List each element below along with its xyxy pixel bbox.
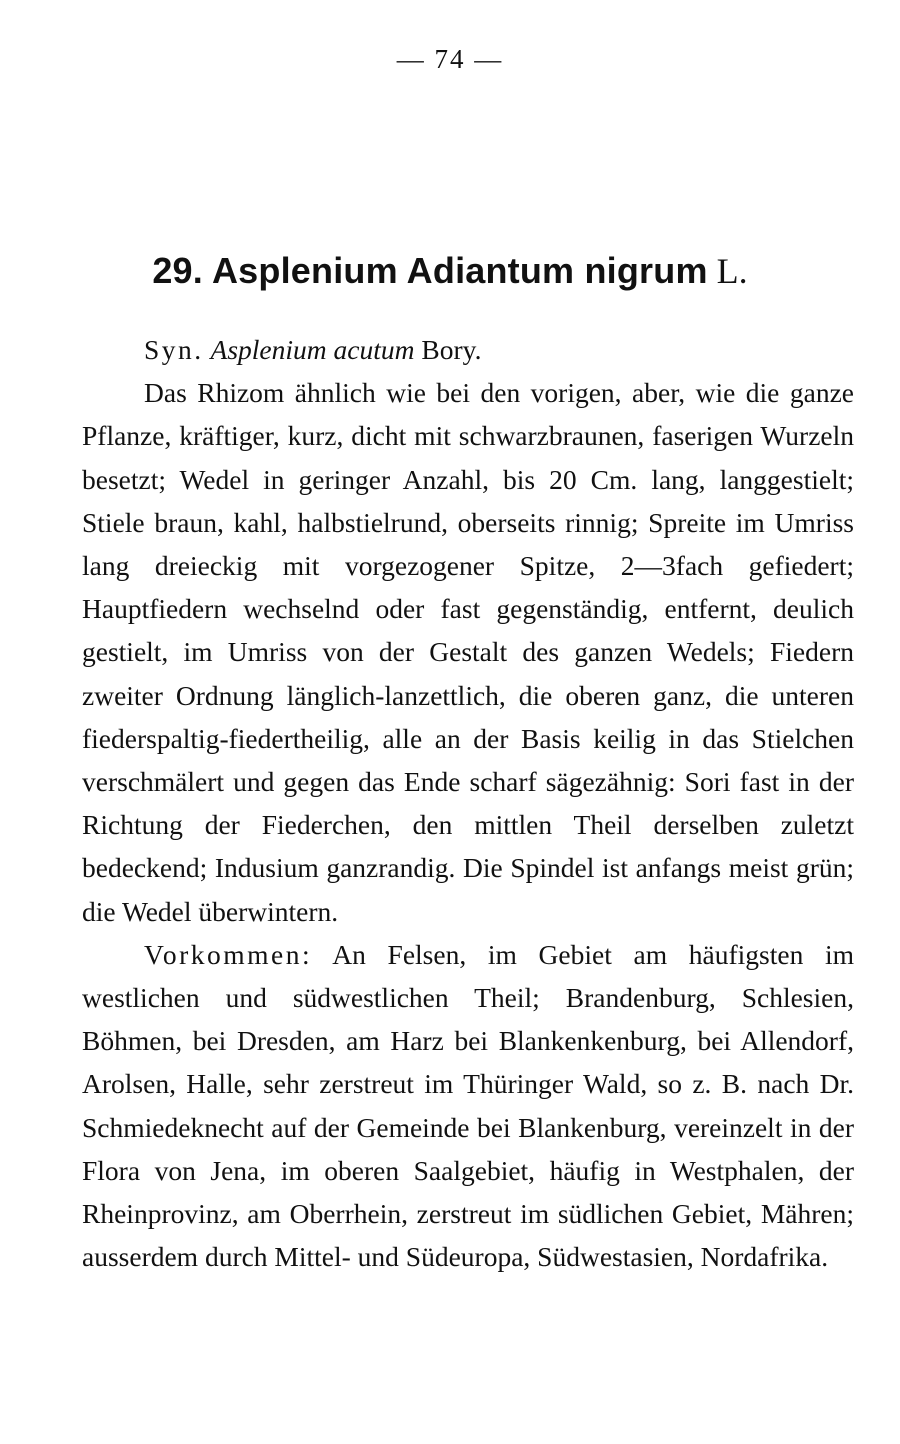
description-paragraph: Das Rhizom ähnlich wie bei den vorigen, aber, wie die ganze Pflanze, kräftiger, kurz, dicht mit schwarzbraunen, faserigen Wurzeln besetzt; Wedel in geringer Anzahl, bis 20 Cm. lang, langgestielt; Stiele braun, kahl, halbstielrund, oberseits rinnig; Spreite im Umriss lang dreieckig mit vorgezogener Spitze, 2—3fach gefiedert; Hauptfiedern wechselnd oder fast gegenständig, entfernt, deulich gestielt, im Umriss von der Gestalt des ganzen Wedels; Fiedern zweiter Ordnung länglich-lanzettlich, die oberen ganz, die unteren fiederspaltig-fiedertheilig, alle an der Basis keilig in das Stielchen verschmälert und gegen das Ende scharf sägezähnig: Sori fast in der Richtung der Fiederchen, den mittlen Theil derselben zuletzt bedeckend; Indusium ganzrandig. Die Spindel ist anfangs meist grün; die Wedel überwintern. xyxy=(82,377,854,927)
occurrence-paragraph xyxy=(82,933,854,1279)
synonym-paragraph xyxy=(82,328,854,371)
synonym-author: Bory. xyxy=(421,334,482,365)
page-number: — 74 — xyxy=(396,44,504,74)
species-number: 29. xyxy=(152,250,203,291)
synonym-label: Syn. xyxy=(144,334,204,365)
occurrence-text: An Felsen, im Gebiet am häufigsten im westlichen und südwestlichen Theil; Brandenburg, Schlesien, Böhmen, bei Dresden, am Harz bei Blankenkenburg, bei Allendorf, Arolsen, Halle, sehr zerstreut im Thüringer Wald, so z. B. nach Dr. Schmiedeknecht auf der Gemeinde bei Blankenburg, vereinzelt in der Flora von Jena, im oberen Saalgebiet, häufig in Westphalen, der Rheinprovinz, am Oberrhein, zerstreut im südlichen Gebiet, Mähren; ausserdem durch Mittel- und Südeuropa, Südwestasien, Nordafrika. xyxy=(82,938,855,1273)
occurrence-label: Vorkommen: xyxy=(144,938,313,970)
page-body xyxy=(82,328,854,1278)
species-author: L. xyxy=(716,251,748,291)
species-heading xyxy=(0,250,900,292)
synonym-name: Asplenium acutum xyxy=(210,334,415,365)
species-name: Asplenium Adiantum nigrum xyxy=(211,250,708,291)
